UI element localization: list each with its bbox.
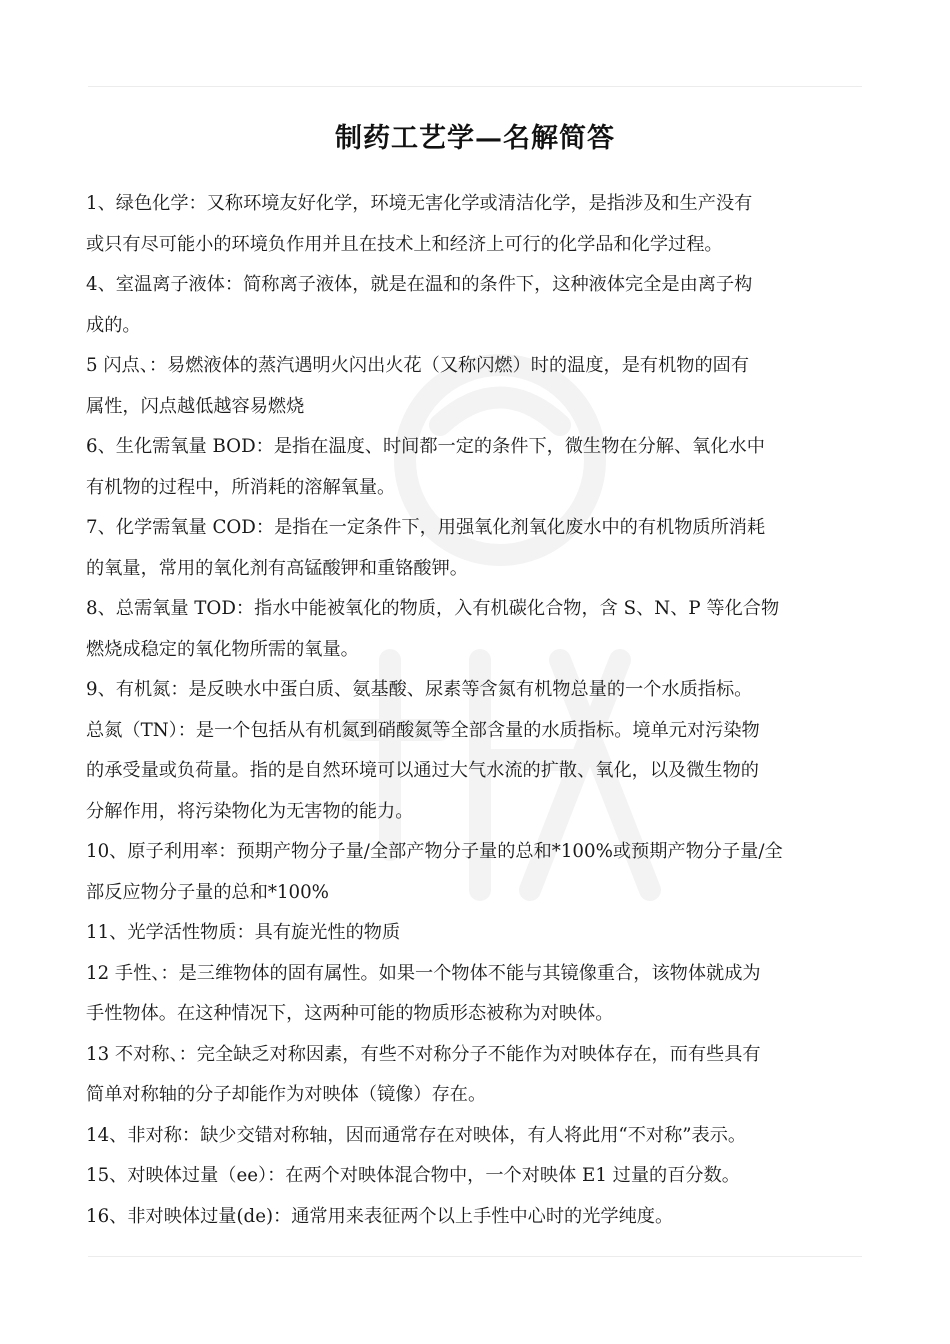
text-line: 4、室温离子液体：简称离子液体，就是在温和的条件下，这种液体完全是由离子构 bbox=[86, 274, 753, 295]
text-line: 属性，闪点越低越容易燃烧 bbox=[86, 395, 305, 417]
text-line: 分解作用，将污染物化为无害物的能力。 bbox=[86, 800, 414, 822]
text-line: 11、光学活性物质：具有旋光性的物质 bbox=[86, 922, 401, 943]
text-line: 10、原子利用率：预期产物分子量/全部产物分子量的总和*100%或预期产物分子量/全 bbox=[86, 841, 783, 862]
text-line: 14、非对称：缺少交错对称轴，因而通常存在对映体，有人将此用“不对称”表示。 bbox=[86, 1124, 747, 1146]
document-title: 制药工艺学—名解简答 bbox=[335, 123, 615, 154]
text-line: 9、有机氮：是反映水中蛋白质、氨基酸、尿素等含氮有机物总量的一个水质指标。 bbox=[86, 679, 753, 700]
text-line: 燃烧成稳定的氧化物所需的氧量。 bbox=[86, 638, 359, 660]
top-divider bbox=[88, 86, 862, 87]
text-line: 的氧量，常用的氧化剂有高锰酸钾和重铬酸钾。 bbox=[86, 557, 468, 579]
text-line: 有机物的过程中，所消耗的溶解氧量。 bbox=[86, 476, 396, 498]
text-line: 简单对称轴的分子却能作为对映体（镜像）存在。 bbox=[86, 1084, 487, 1105]
text-line: 7、化学需氧量 COD：是指在一定条件下，用强氧化剂氧化废水中的有机物质所消耗 bbox=[86, 517, 766, 538]
text-line: 15、对映体过量（ee）：在两个对映体混合物中，一个对映体 E1 过量的百分数。 bbox=[86, 1165, 740, 1186]
text-line: 部反应物分子量的总和*100% bbox=[86, 881, 329, 903]
bottom-divider bbox=[88, 1256, 862, 1257]
text-line: 1、绿色化学：又称环境友好化学，环境无害化学或清洁化学，是指涉及和生产没有 bbox=[86, 193, 753, 214]
document-body bbox=[86, 184, 864, 1237]
text-line: 的承受量或负荷量。指的是自然环境可以通过大气水流的扩散、氧化，以及微生物的 bbox=[86, 760, 759, 781]
text-line: 8、总需氧量 TOD：指水中能被氧化的物质，入有机碳化合物，含 S、N、P 等化合物 bbox=[86, 598, 780, 619]
text-line: 手性物体。在这种情况下，这两种可能的物质形态被称为对映体。 bbox=[86, 1003, 614, 1024]
text-line: 总氮（TN）：是一个包括从有机氮到硝酸氮等全部含量的水质指标。境单元对污染物 bbox=[86, 719, 760, 741]
text-line: 或只有尽可能小的环境负作用并且在技术上和经济上可行的化学品和化学过程。 bbox=[86, 233, 723, 255]
text-line: 成的。 bbox=[86, 314, 141, 336]
text-line: 16、非对映体过量(de)：通常用来表征两个以上手性中心时的光学纯度。 bbox=[86, 1205, 674, 1227]
text-line: 13 不对称、：完全缺乏对称因素，有些不对称分子不能作为对映体存在，而有些具有 bbox=[86, 1043, 761, 1065]
text-line: 5 闪点、：易燃液体的蒸汽遇明火闪出火花（又称闪燃）时的温度，是有机物的固有 bbox=[86, 355, 750, 376]
text-line: 6、生化需氧量 BOD：是指在温度、时间都一定的条件下，微生物在分解、氧化水中 bbox=[86, 436, 765, 457]
text-line: 12 手性、：是三维物体的固有属性。如果一个物体不能与其镜像重合，该物体就成为 bbox=[86, 962, 761, 984]
